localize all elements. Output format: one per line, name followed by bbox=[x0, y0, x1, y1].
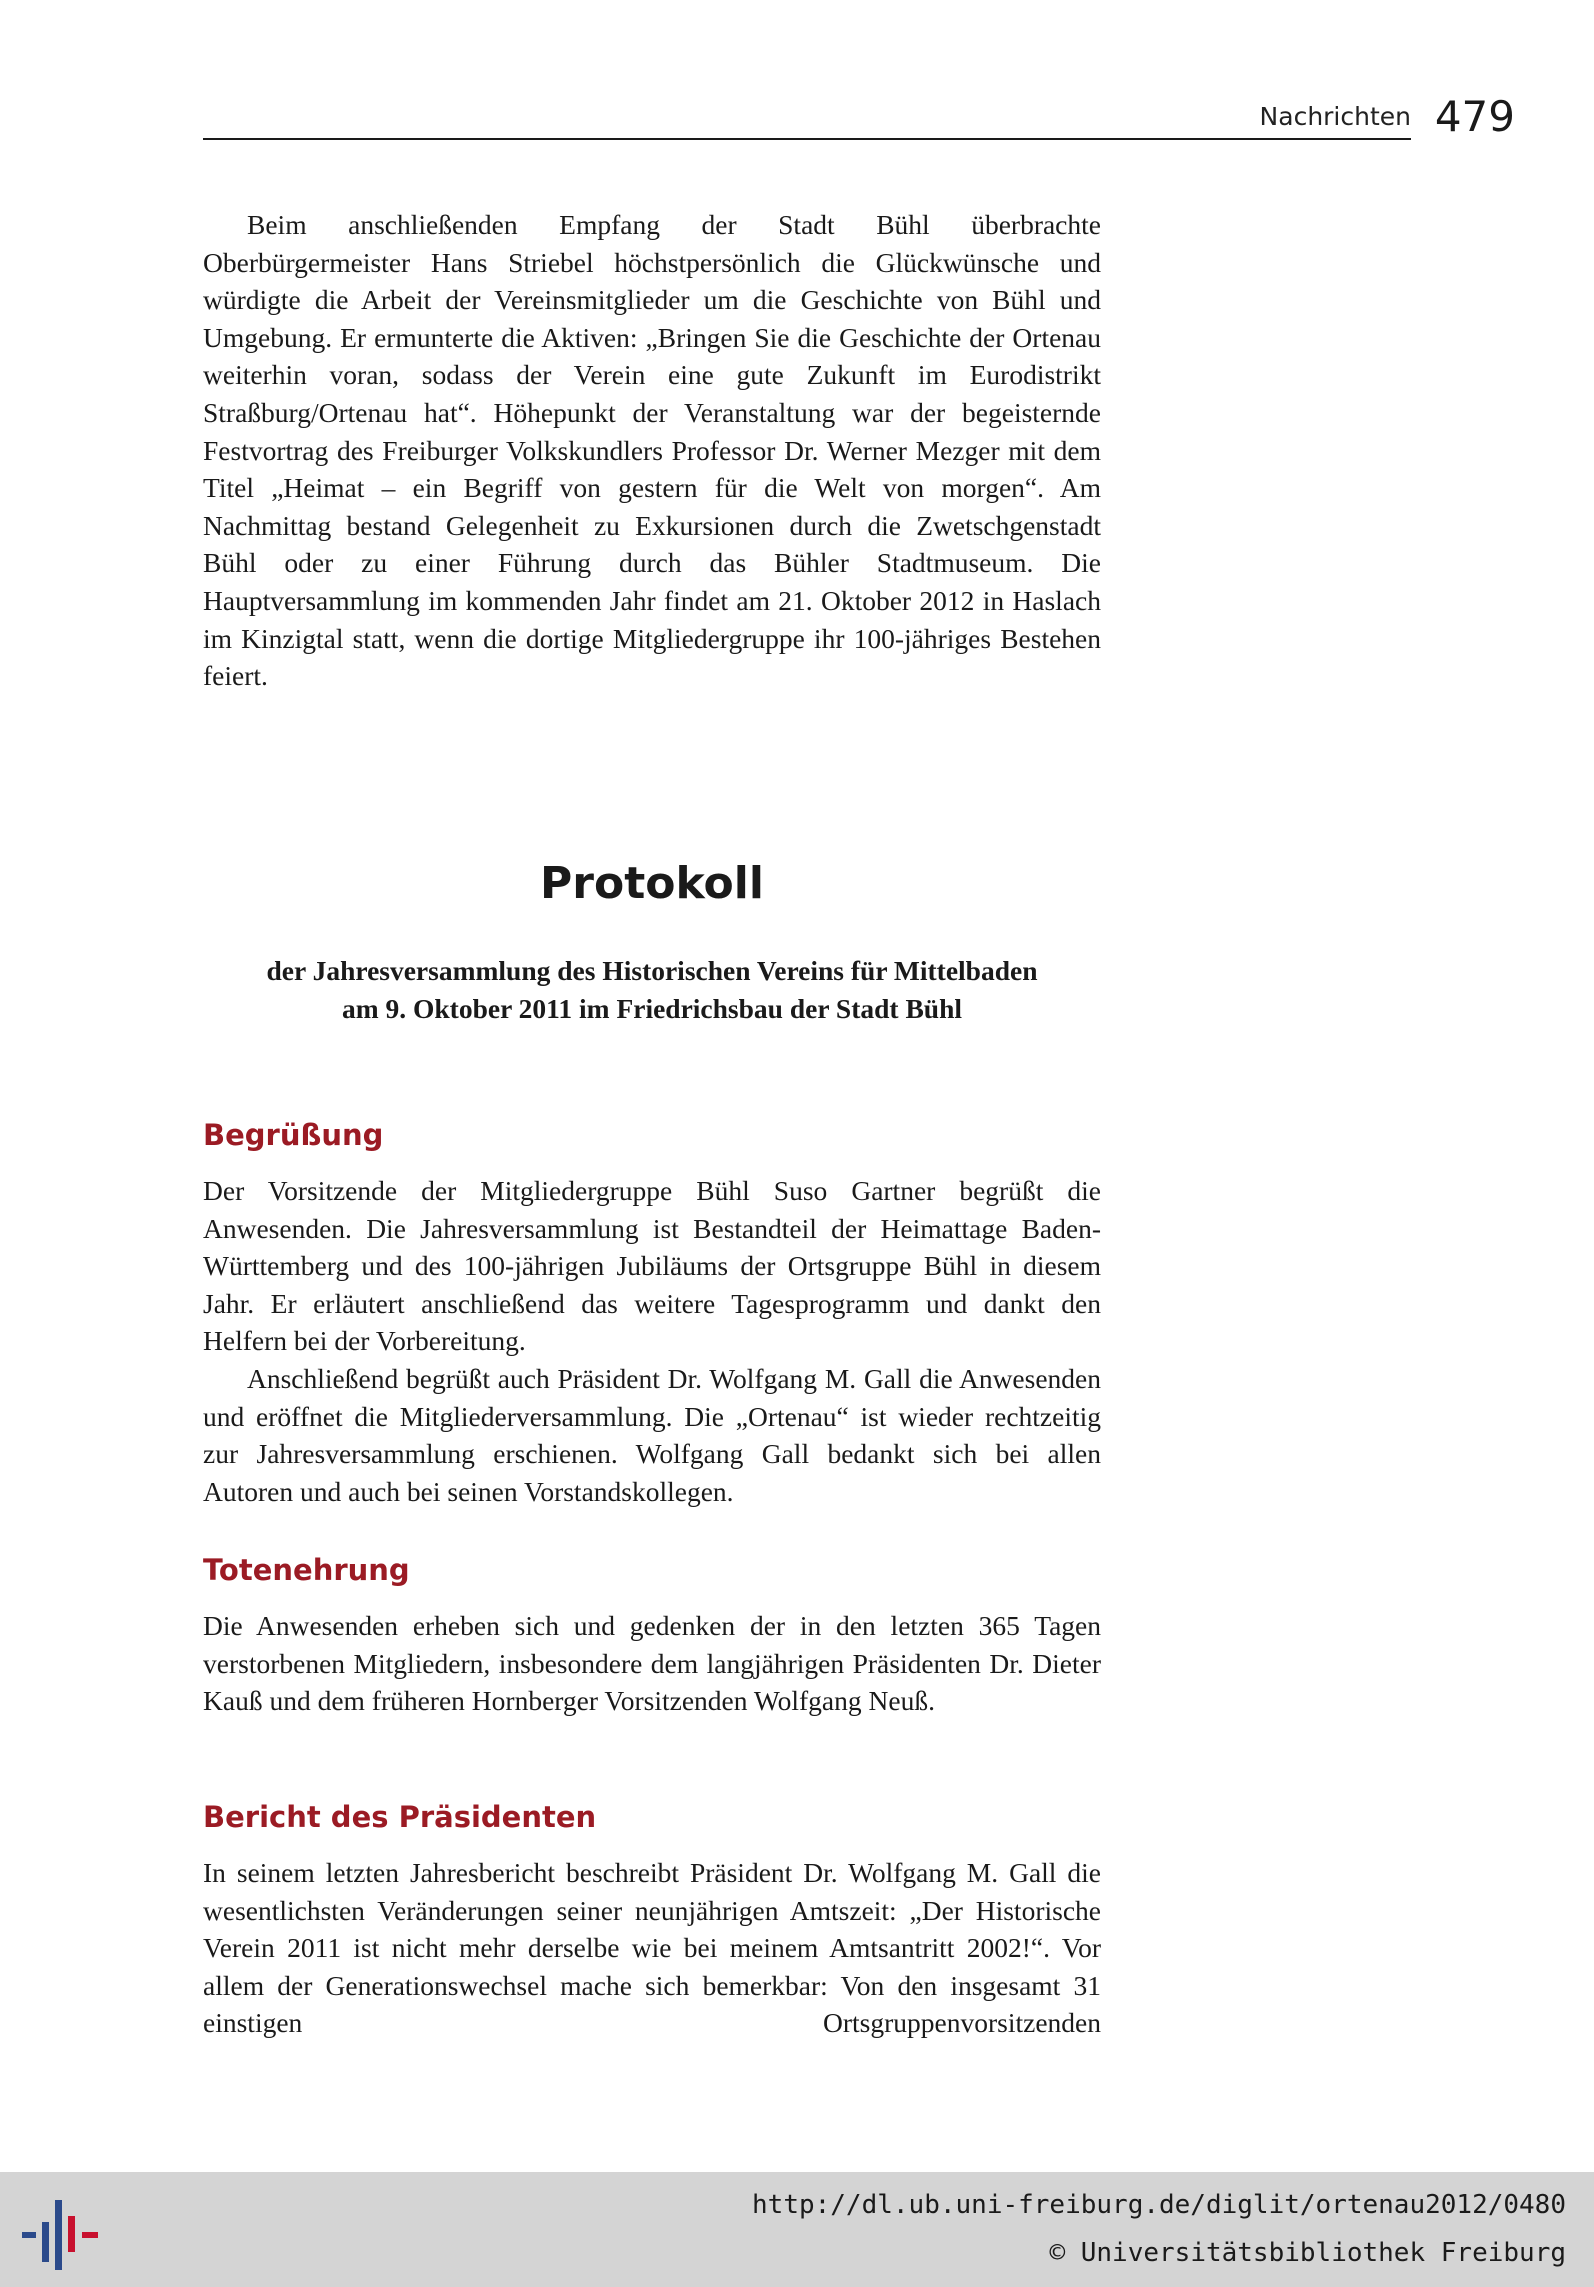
totenehrung-block bbox=[203, 1607, 1101, 1720]
begruessung-paragraph-2: Anschließend begrüßt auch Präsident Dr. Wolfgang M. Gall die Anwesenden und eröffnet die Mitgliederversammlung. Die „Ortenau“ ist wieder rechtzeitig zur Jahresversammlung erschienen. Wolfgang Gall bedankt sich bei allen Autoren und auch bei seinen Vorstandskollegen. bbox=[203, 1362, 1101, 1507]
intro-paragraph: Beim anschließenden Empfang der Stadt Bühl überbrachte Oberbürgermeister Hans Striebel höchstpersönlich die Glückwünsche und würdigte die Arbeit der Vereinsmitglieder um die Geschichte von Bühl und Umgebung. Er ermunterte die Aktiven: „Bringen Sie die Geschichte der Ortenau weiterhin voran, sodass der Verein eine gute Zukunft im Eurodistrikt Straßburg/Ortenau hat“. Höhepunkt der Veranstaltung war der begeisternde Festvortrag des Freiburger Volkskundlers Professor Dr. Werner Mezger mit dem Titel „Heimat – ein Begriff von gestern für die Welt von morgen“. Am Nachmittag bestand Gelegenheit zu Exkursionen durch die Zwetschgenstadt Bühl oder zu einer Führung durch das Bühler Stadtmuseum. Die Hauptversammlung im kommenden Jahr findet am 21. Oktober 2012 in Haslach im Kinzigtal statt, wenn die dortige Mitgliedergruppe ihr 100-jähriges Bestehen feiert. bbox=[203, 209, 1101, 692]
protokoll-subtitle-line-2: am 9. Oktober 2011 im Friedrichsbau der Stadt Bühl bbox=[341, 993, 963, 1024]
ub-freiburg-logo-icon bbox=[20, 2192, 102, 2274]
intro-block bbox=[203, 206, 1101, 695]
heading-totenehrung: Totenehrung bbox=[203, 1553, 410, 1587]
footer-copyright: © Universitätsbibliothek Freiburg bbox=[1049, 2238, 1566, 2268]
begruessung-block bbox=[203, 1172, 1101, 1510]
page-number: 479 bbox=[1434, 92, 1515, 141]
running-head-section: Nachrichten bbox=[1259, 102, 1411, 131]
protokoll-subtitle bbox=[203, 952, 1101, 1028]
header-rule bbox=[203, 138, 1411, 140]
begruessung-paragraph-1: Der Vorsitzende der Mitgliedergruppe Bühl Suso Gartner begrüßt die Anwesenden. Die Jahresversammlung ist Bestandteil der Heimattage Baden-Württemberg und des 100-jährigen Jubiläums der Ortsgruppe Bühl in diesem Jahr. Er erläutert anschließend das weitere Tagesprogramm und dankt den Helfern bei der Vorbereitung. bbox=[203, 1175, 1101, 1357]
bericht-paragraph: In seinem letzten Jahresbericht beschreibt Präsident Dr. Wolfgang M. Gall die wesentlichsten Veränderungen seiner neunjährigen Amtszeit: „Der Historische Verein 2011 ist nicht mehr derselbe wie bei meinem Amtsantritt 2002!“. Vor allem der Generationswechsel mache sich bemerkbar: Von den insgesamt 31 einstigen Ortsgruppenvorsitzenden bbox=[203, 1857, 1101, 2039]
totenehrung-paragraph: Die Anwesenden erheben sich und gedenken der in den letzten 365 Tagen verstorbenen Mitgliedern, insbesondere dem langjährigen Präsidenten Dr. Dieter Kauß und dem früheren Hornberger Vorsitzenden Wolfgang Neuß. bbox=[203, 1610, 1101, 1717]
footer-bar bbox=[0, 2172, 1594, 2287]
heading-bericht: Bericht des Präsidenten bbox=[203, 1800, 597, 1834]
heading-begruessung: Begrüßung bbox=[203, 1118, 384, 1152]
protokoll-subtitle-line-1: der Jahresversammlung des Historischen Vereins für Mittelbaden bbox=[266, 955, 1038, 986]
running-head bbox=[203, 92, 1515, 141]
footer-url-link[interactable]: http://dl.ub.uni-freiburg.de/diglit/ortenau2012/0480 bbox=[752, 2190, 1566, 2220]
bericht-block bbox=[203, 1854, 1101, 2042]
protokoll-title: Protokoll bbox=[540, 858, 764, 909]
